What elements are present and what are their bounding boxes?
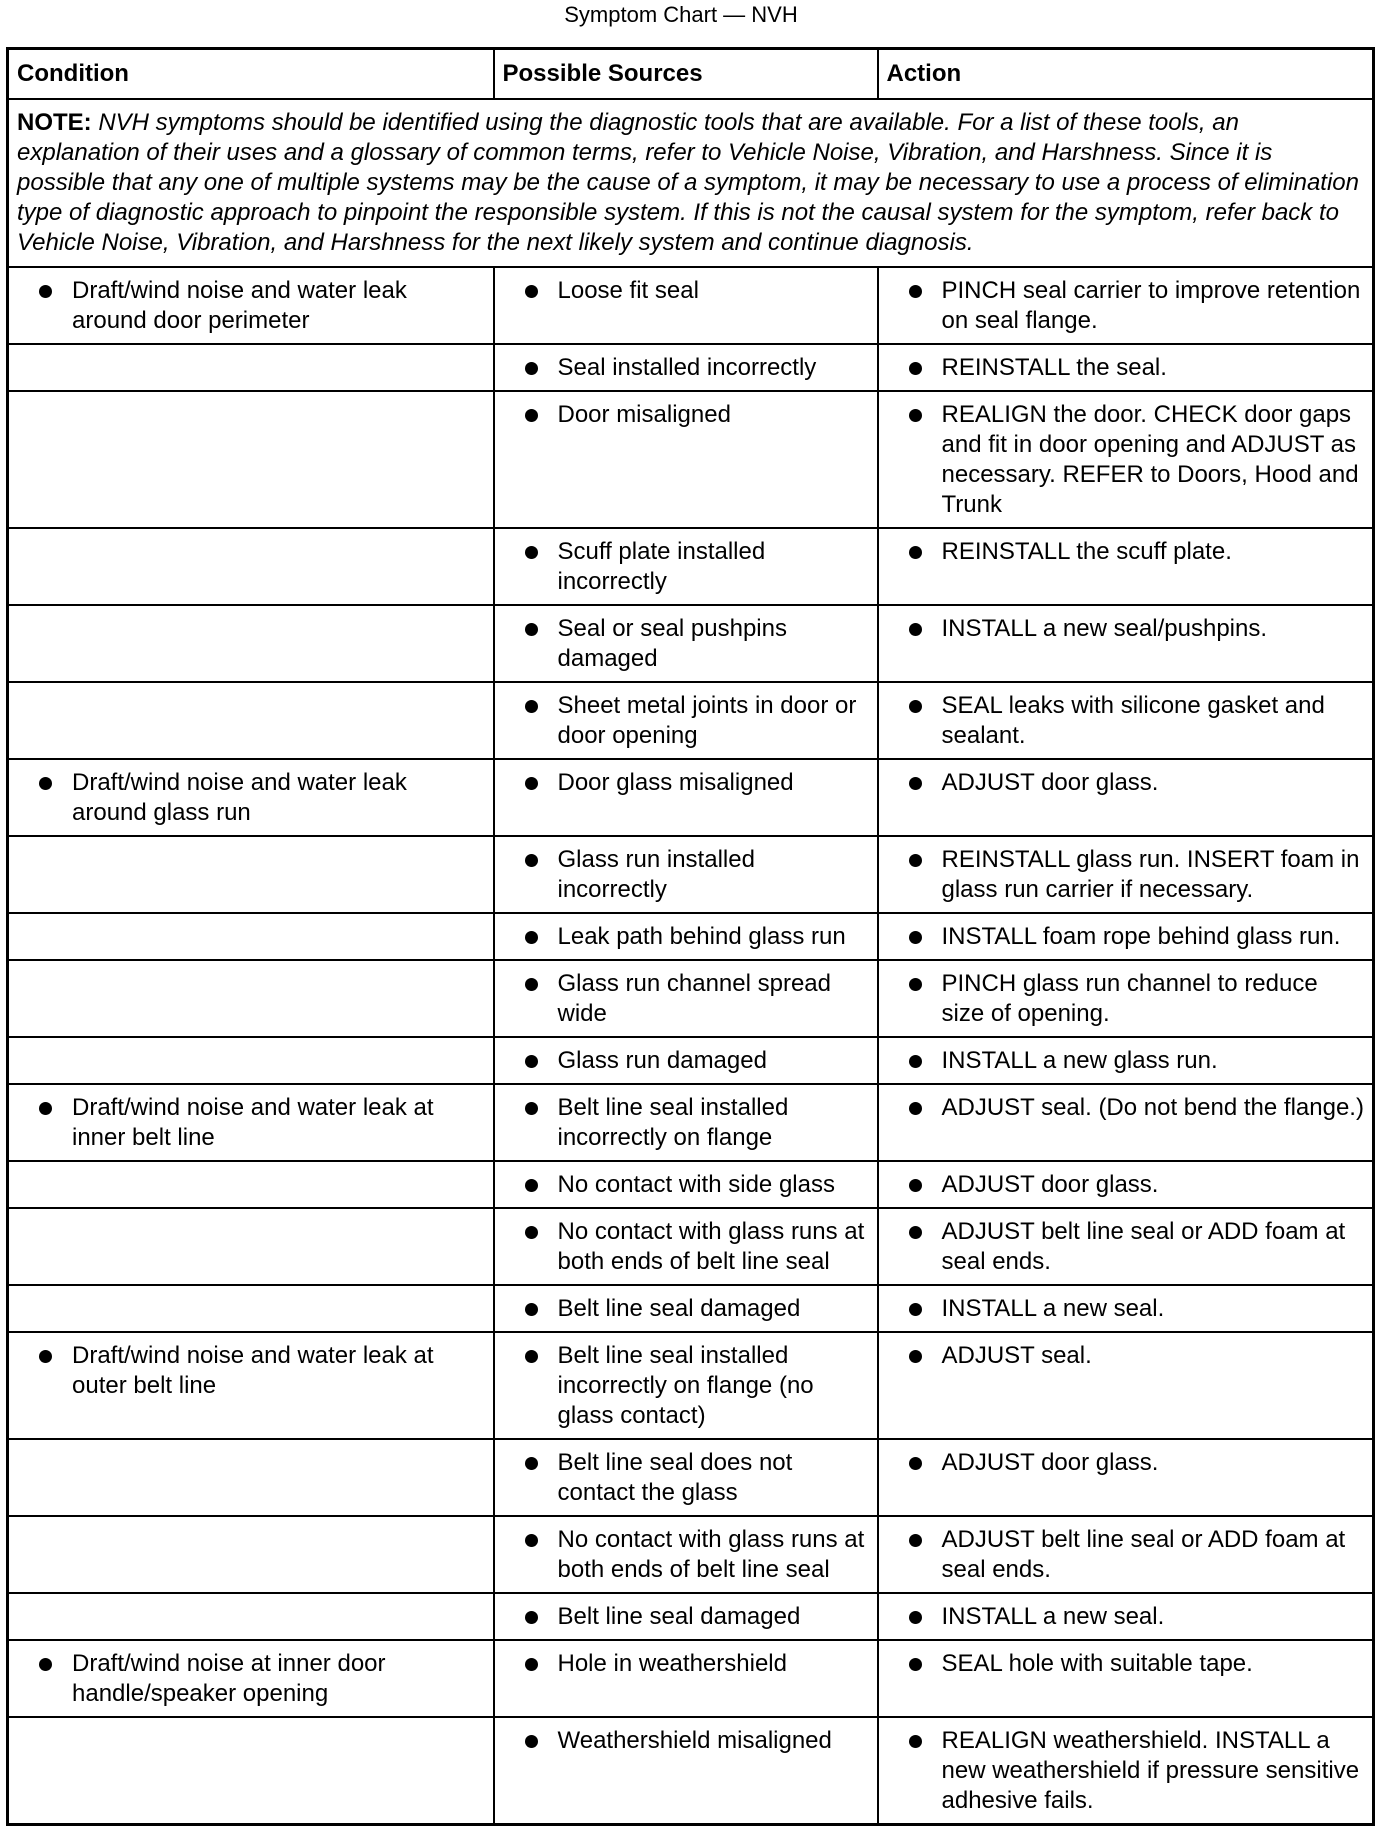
bullet-item [887,1602,1365,1632]
bullet-icon [909,1179,922,1192]
possible-source-cell [494,682,878,759]
possible-source-cell [494,913,878,960]
possible-source-cell [494,1640,878,1717]
bullet-item [503,845,869,905]
source-text: Belt line seal installed incorrectly on flange (no glass contact) [557,1342,814,1429]
action-cell [878,267,1374,344]
bullet-icon [39,285,52,298]
bullet-icon [909,1055,922,1068]
action-cell [878,1285,1374,1332]
source-text: Weathershield misaligned [557,1727,832,1754]
action-cell [878,1516,1374,1593]
bullet-icon [525,1102,538,1115]
table-row [8,1640,1374,1717]
bullet-item [503,614,869,674]
bullet-icon [525,623,538,636]
action-text: REINSTALL glass run. INSERT foam in glass run carrier if necessary. [941,846,1360,903]
condition-text: Draft/wind noise and water leak at inner belt line [72,1094,434,1151]
bullet-item [887,1093,1365,1123]
source-text: Scuff plate installed incorrectly [557,538,766,595]
bullet-item [887,353,1365,383]
action-text: SEAL hole with suitable tape. [941,1650,1253,1677]
bullet-icon [525,931,538,944]
table-row [8,267,1374,344]
action-text: ADJUST belt line seal or ADD foam at seal ends. [941,1218,1346,1275]
condition-cell [8,344,494,391]
source-text: No contact with glass runs at both ends of belt line seal [557,1218,865,1275]
possible-source-cell [494,1593,878,1640]
bullet-icon [525,546,538,559]
condition-cell [8,1640,494,1717]
source-text: Glass run installed incorrectly [557,846,755,903]
condition-cell [8,1717,494,1825]
condition-text: Draft/wind noise and water leak around glass run [72,769,407,826]
action-cell [878,1717,1374,1825]
possible-source-cell [494,960,878,1037]
possible-source-cell [494,1285,878,1332]
condition-cell [8,759,494,836]
possible-source-cell [494,1332,878,1439]
source-text: Belt line seal damaged [557,1603,801,1630]
bullet-icon [525,854,538,867]
action-text: ADJUST door glass. [941,769,1159,796]
bullet-icon [525,362,538,375]
bullet-icon [525,1457,538,1470]
action-text: ADJUST door glass. [941,1171,1159,1198]
bullet-item [887,1525,1365,1585]
bullet-item [503,922,869,952]
source-text: Hole in weathershield [557,1650,787,1677]
bullet-item [887,1649,1365,1679]
condition-cell [8,1516,494,1593]
source-text: Seal or seal pushpins damaged [557,615,787,672]
action-cell [878,960,1374,1037]
bullet-item [503,1093,869,1153]
source-text: Leak path behind glass run [557,923,846,950]
action-text: ADJUST door glass. [941,1449,1159,1476]
bullet-icon [909,978,922,991]
source-text: No contact with side glass [557,1171,835,1198]
source-text: Glass run damaged [557,1047,767,1074]
action-text: INSTALL a new glass run. [941,1047,1218,1074]
possible-source-cell [494,1717,878,1825]
action-cell [878,605,1374,682]
page-title: Symptom Chart — NVH [564,2,798,27]
bullet-item [887,768,1365,798]
bullet-icon [909,1534,922,1547]
bullet-icon [39,1102,52,1115]
bullet-icon [909,1611,922,1624]
bullet-icon [525,700,538,713]
source-text: Belt line seal installed incorrectly on flange [557,1094,789,1151]
action-cell [878,1332,1374,1439]
bullet-icon [909,1102,922,1115]
action-text: INSTALL a new seal. [941,1603,1165,1630]
possible-source-cell [494,267,878,344]
source-text: Seal installed incorrectly [557,354,817,381]
action-cell [878,1037,1374,1084]
action-text: PINCH seal carrier to improve retention on seal flange. [941,277,1361,334]
bullet-icon [525,1658,538,1671]
action-cell [878,913,1374,960]
condition-cell [8,528,494,605]
condition-cell [8,1285,494,1332]
bullet-item [887,691,1365,751]
bullet-item [503,1046,869,1076]
bullet-item [503,1602,869,1632]
bullet-icon [909,546,922,559]
action-cell [878,682,1374,759]
condition-cell [8,682,494,759]
action-text: ADJUST seal. (Do not bend the flange.) [941,1094,1364,1121]
bullet-icon [909,1658,922,1671]
action-text: ADJUST belt line seal or ADD foam at seal ends. [941,1526,1346,1583]
condition-text: Draft/wind noise at inner door handle/speaker opening [72,1650,386,1707]
condition-cell [8,391,494,528]
condition-cell [8,1084,494,1161]
table-row [8,1208,1374,1285]
table-row [8,682,1374,759]
bullet-icon [909,623,922,636]
condition-cell [8,1332,494,1439]
bullet-item [503,969,869,1029]
bullet-item [503,1217,869,1277]
bullet-icon [525,1055,538,1068]
action-cell [878,528,1374,605]
possible-source-cell [494,391,878,528]
bullet-item [887,1448,1365,1478]
bullet-item [503,1649,869,1679]
bullet-item [887,400,1365,520]
source-text: Loose fit seal [557,277,699,304]
bullet-icon [909,1457,922,1470]
condition-cell [8,836,494,913]
bullet-icon [525,1534,538,1547]
bullet-item [503,691,869,751]
action-text: INSTALL a new seal. [941,1295,1165,1322]
possible-source-cell [494,1037,878,1084]
possible-source-cell [494,1084,878,1161]
table-row [8,605,1374,682]
action-text: INSTALL a new seal/pushpins. [941,615,1268,642]
bullet-item [503,1341,869,1431]
bullet-item [887,1294,1365,1324]
bullet-icon [525,1611,538,1624]
bullet-item [503,1448,869,1508]
bullet-item [17,768,485,828]
bullet-item [887,845,1365,905]
action-text: REALIGN weathershield. INSTALL a new weathershield if pressure sensitive adhesive fails. [941,1727,1360,1814]
bullet-item [887,1217,1365,1277]
bullet-item [503,353,869,383]
condition-cell [8,960,494,1037]
bullet-icon [525,285,538,298]
possible-source-cell [494,605,878,682]
bullet-item [887,614,1365,644]
condition-text: Draft/wind noise and water leak around door perimeter [72,277,407,334]
condition-cell [8,1161,494,1208]
bullet-item [17,1649,485,1709]
bullet-icon [909,700,922,713]
bullet-item [887,1726,1365,1816]
action-cell [878,1208,1374,1285]
header-action: Action [878,49,1374,100]
note-text: NVH symptoms should be identified using the diagnostic tools that are available. For a list of these tools, an explanation of their uses and a glossary of common terms, refer to Vehicle Noise, Vibration, and Harshness. Since it is possible that any one of multiple systems may be the cause of a symptom, it may be necessary to use a process of elimination type of diagnostic approach to pinpoint the responsible system. If this is not the causal system for the symptom, refer back to Vehicle Noise, Vibration, and Harshness for the next likely system and continue diagnosis. [17,109,1359,256]
source-text: Belt line seal does not contact the glass [557,1449,793,1506]
action-cell [878,1161,1374,1208]
bullet-item [887,1170,1365,1200]
bullet-item [503,1525,869,1585]
source-text: Belt line seal damaged [557,1295,801,1322]
bullet-icon [525,409,538,422]
bullet-icon [909,1735,922,1748]
table-row [8,960,1374,1037]
action-text: REALIGN the door. CHECK door gaps and fit in door opening and ADJUST as necessary. REFER to Doors, Hood and Trunk [941,401,1359,518]
bullet-item [17,276,485,336]
possible-source-cell [494,344,878,391]
bullet-item [503,276,869,306]
action-cell [878,836,1374,913]
table-row [8,759,1374,836]
bullet-icon [525,1226,538,1239]
table-row [8,836,1374,913]
bullet-item [17,1341,485,1401]
table-row [8,1516,1374,1593]
table-row [8,528,1374,605]
bullet-icon [909,409,922,422]
table-row [8,1593,1374,1640]
action-cell [878,391,1374,528]
symptom-chart-table [6,47,1375,1826]
table-row [8,1161,1374,1208]
bullet-icon [909,285,922,298]
bullet-icon [39,1658,52,1671]
bullet-icon [525,1350,538,1363]
bullet-item [503,768,869,798]
bullet-item [887,969,1365,1029]
bullet-icon [525,777,538,790]
condition-cell [8,605,494,682]
table-row [8,344,1374,391]
action-text: REINSTALL the seal. [941,354,1167,381]
bullet-item [503,1170,869,1200]
header-condition: Condition [8,49,494,100]
bullet-icon [909,1350,922,1363]
note-label: NOTE: [17,109,92,136]
bullet-item [503,537,869,597]
possible-source-cell [494,1516,878,1593]
source-text: No contact with glass runs at both ends of belt line seal [557,1526,865,1583]
table-row [8,913,1374,960]
possible-source-cell [494,528,878,605]
source-text: Door glass misaligned [557,769,794,796]
table-row [8,1084,1374,1161]
bullet-item [503,1294,869,1324]
action-text: REINSTALL the scuff plate. [941,538,1232,565]
action-cell [878,1640,1374,1717]
action-text: PINCH glass run channel to reduce size of opening. [941,970,1318,1027]
possible-source-cell [494,1208,878,1285]
bullet-item [17,1093,485,1153]
bullet-item [503,1726,869,1756]
possible-source-cell [494,1439,878,1516]
header-row [8,49,1374,100]
bullet-icon [525,1303,538,1316]
condition-cell [8,1593,494,1640]
bullet-icon [525,1735,538,1748]
possible-source-cell [494,1161,878,1208]
action-text: INSTALL foam rope behind glass run. [941,923,1341,950]
bullet-icon [909,362,922,375]
bullet-icon [525,1179,538,1192]
bullet-icon [909,777,922,790]
action-cell [878,1439,1374,1516]
condition-cell [8,913,494,960]
action-cell [878,759,1374,836]
condition-cell [8,1037,494,1084]
note-row [8,99,1374,267]
action-text: ADJUST seal. [941,1342,1092,1369]
table-row [8,1332,1374,1439]
note-cell [8,99,1374,267]
action-cell [878,344,1374,391]
bullet-icon [909,931,922,944]
table-row [8,1439,1374,1516]
table-row [8,1037,1374,1084]
action-cell [878,1593,1374,1640]
table-row [8,1717,1374,1825]
possible-source-cell [494,759,878,836]
bullet-icon [39,777,52,790]
condition-text: Draft/wind noise and water leak at outer belt line [72,1342,434,1399]
action-text: SEAL leaks with silicone gasket and sealant. [941,692,1325,749]
bullet-item [887,537,1365,567]
source-text: Glass run channel spread wide [557,970,831,1027]
table-row [8,1285,1374,1332]
bullet-item [503,400,869,430]
bullet-item [887,922,1365,952]
source-text: Door misaligned [557,401,731,428]
header-possible-sources: Possible Sources [494,49,878,100]
bullet-icon [525,978,538,991]
possible-source-cell [494,836,878,913]
source-text: Sheet metal joints in door or door opening [557,692,857,749]
action-cell [878,1084,1374,1161]
condition-cell [8,267,494,344]
bullet-icon [39,1350,52,1363]
bullet-item [887,1341,1365,1371]
bullet-icon [909,1303,922,1316]
bullet-icon [909,1226,922,1239]
bullet-item [887,276,1365,336]
bullet-icon [909,854,922,867]
table-row [8,391,1374,528]
condition-cell [8,1439,494,1516]
bullet-item [887,1046,1365,1076]
condition-cell [8,1208,494,1285]
